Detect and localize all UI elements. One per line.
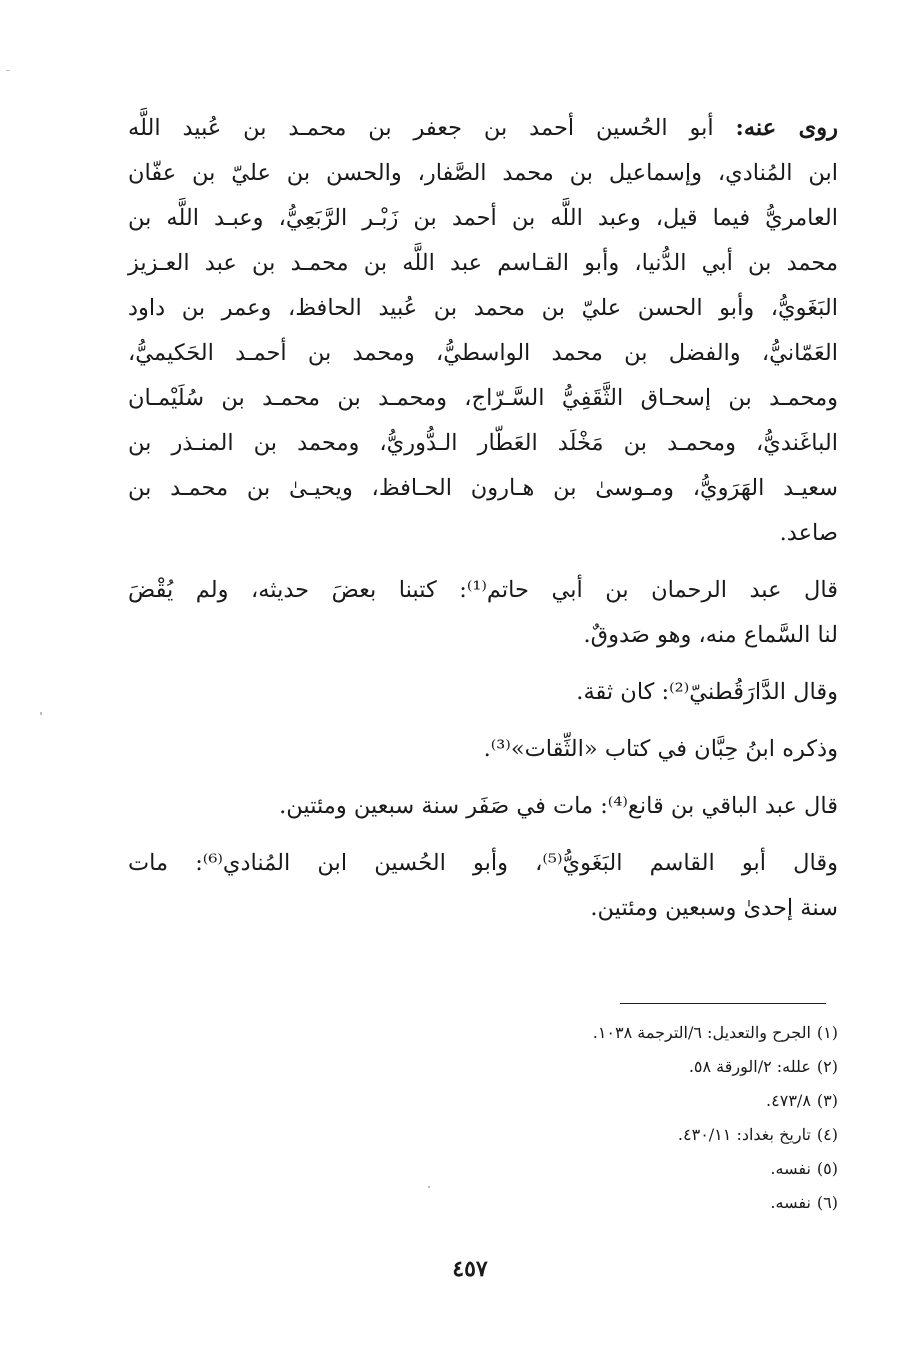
footnote-separator [620, 1003, 826, 1004]
footnotes [300, 1016, 838, 1220]
footnote-text: نفسه. [770, 1193, 811, 1212]
text-line: وقال الدَّارَقُطنيّ⁽²⁾: كان ثقة. [576, 679, 838, 705]
daraqutni-paragraph [128, 670, 838, 715]
ibn-hibban-paragraph [128, 727, 838, 772]
footnote-number: (٤) [816, 1125, 838, 1144]
page-number: ٤٥٧ [452, 1256, 488, 1282]
footnote-number: (٦) [816, 1193, 838, 1212]
scan-speck [6, 70, 10, 71]
text-line: العَمّانيُّ، والفضل بن محمد الواسطيُّ، ومحمد بن أحمـد الحَكيميُّ، [128, 340, 838, 366]
text-line: العامريُّ فيما قيل، وعبد اللَّه بن أحمد بن زَبْـر الرَّبَعِيُّ، وعبـد اللَّه بن [128, 205, 838, 231]
footnote [300, 1118, 838, 1152]
text-line [128, 106, 838, 151]
footnote-text: علله: ٢/الورقة ٥٨. [688, 1057, 811, 1076]
text-line: البَغَويُّ، وأبو الحسن عليّ بن محمد بن عُبيد الحافظ، وعمر بن داود [128, 295, 838, 321]
text-line: وقال أبو القاسم البَغَويُّ⁽⁵⁾، وأبو الحُسين ابن المُنادي⁽⁶⁾: مات [128, 850, 838, 876]
footnote-number: (٥) [816, 1159, 838, 1178]
footnote-text: نفسه. [770, 1159, 811, 1178]
text-line: وذكره ابنُ حِبَّان في كتاب «الثِّقات»⁽³⁾. [483, 736, 838, 762]
scan-speck [428, 1186, 430, 1188]
main-text [128, 106, 838, 931]
text-line: لنا السَّماع منه، وهو صَدوقٌ. [583, 622, 838, 648]
footnote [300, 1084, 838, 1118]
footnote [300, 1186, 838, 1220]
text-line: قال عبد الرحمان بن أبي حاتم⁽¹⁾: كتبنا بعضَ حديثه، ولم يُقْضَ [128, 577, 839, 603]
narrators-paragraph [128, 106, 838, 556]
footnote-text: الجرح والتعديل: ٦/الترجمة ١٠٣٨. [592, 1023, 811, 1042]
text-line: صاعد. [779, 520, 838, 546]
footnote-text: تاريخ بغداد: ٤٣٠/١١. [677, 1125, 811, 1144]
footnote-number: (١) [816, 1023, 838, 1042]
footnote-text: ٤٧٣/٨. [766, 1091, 811, 1110]
text-line: الباغَنديُّ، ومحمـد بن مَخْلَد العَطّار الـدُّوريُّ، ومحمد بن المنـذر بن [128, 430, 838, 456]
baghawi-paragraph [128, 841, 838, 931]
footnote [300, 1050, 838, 1084]
scan-speck [40, 712, 42, 715]
ibn-qani-paragraph [128, 784, 838, 829]
text-line: قال عبد الباقي بن قانع⁽⁴⁾: مات في صَفَر سنة سبعين ومئتين. [279, 793, 838, 819]
footnote [300, 1016, 838, 1050]
text-line: محمد بن أبي الدُّنيا، وأبو القـاسم عبد اللَّه بن محمـد بن عبد العـزيز [128, 250, 838, 276]
narrators-label: روى عنه: [735, 115, 839, 141]
ibn-abi-hatim-paragraph [128, 568, 838, 658]
text-line: سنة إحدىٰ وسبعين ومئتين. [590, 895, 838, 921]
text-line: سعيـد الهَرَويُّ، ومـوسىٰ بن هـارون الحـافظ، ويحيـىٰ بن محمـد بن [128, 475, 838, 501]
text-line: ابن المُنادي، وإسماعيل بن محمد الصَّفار، والحسن بن عليّ بن عفّان [128, 160, 838, 186]
footnote [300, 1152, 838, 1186]
text-line: ومحمـد بن إسحـاق الثَّقَفِيُّ السَّـرّاج، ومحمـد بن محمـد بن سُلَيْمـان [128, 385, 838, 411]
footnote-number: (٣) [816, 1091, 838, 1110]
line-text: أبو الحُسين أحمد بن جعفر بن محمـد بن عُبيد اللَّه [128, 115, 714, 141]
footnote-number: (٢) [816, 1057, 838, 1076]
